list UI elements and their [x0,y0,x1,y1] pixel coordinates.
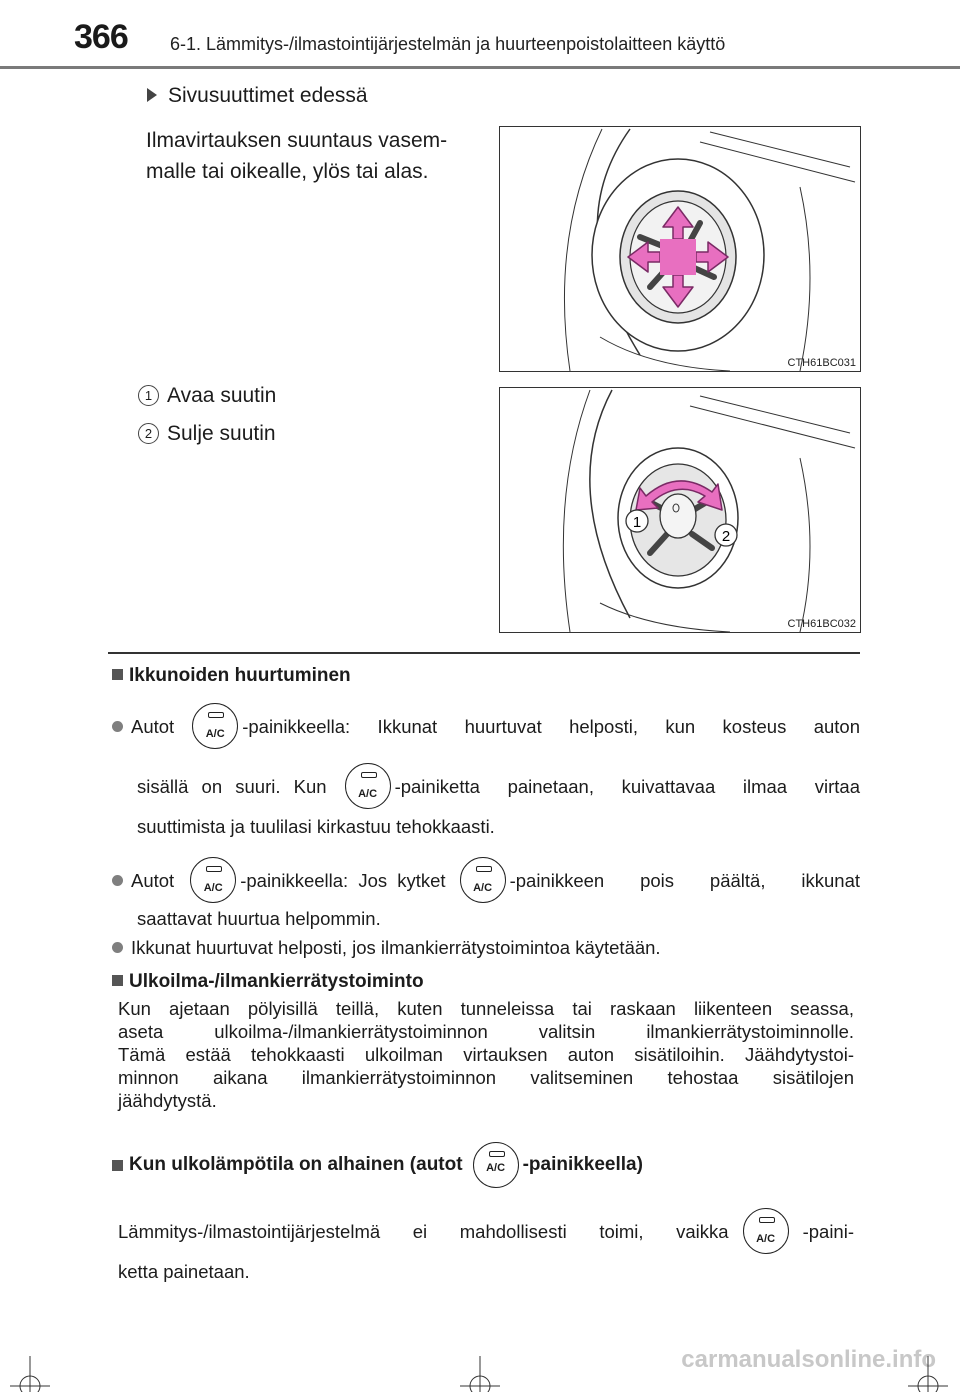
registration-mark-icon [460,1356,500,1392]
figure1-code: CTH61BC031 [787,357,856,369]
round-bullet-icon [112,942,123,953]
recirc-line-5: jäähdytystä. [118,1090,217,1111]
ac-button-icon: A/C [190,857,236,903]
bullet1-autot: Autot [131,715,175,737]
item2-label: Sulje suutin [167,422,276,445]
square-bullet-icon [112,1160,123,1171]
bullet2-seg3: saattavat huurtua helpommin. [137,908,381,929]
bullet1-seg1: -painikkeella: Ikkunat huurtuvat helposti, kun kosteus auton [242,715,860,737]
callout-2: 2 [721,528,731,545]
list-item-close-vent [138,418,276,449]
cold-heading [112,1142,643,1188]
bullet2-autot: Autot [131,869,175,891]
registration-mark-icon [10,1356,50,1392]
list-item-open-vent [138,380,276,411]
side-vents-heading-text: Sivusuuttimet edessä [168,84,368,107]
ac-button-icon: A/C [460,857,506,903]
number-badge-2: 2 [138,423,159,444]
fogging-bullet-1-line2 [137,763,860,809]
cold-heading-part1: Kun ulkolämpötila on alhainen (autot [129,1154,463,1175]
cold-heading-part2: -painikkeella) [522,1154,643,1175]
fogging-bullet-3 [112,936,661,959]
recirc-line-4: minnon aikana ilmankierrätystoiminnon valitseminen tehostaa sisätilojen [118,1067,854,1088]
recirc-line-1: Kun ajetaan pölyisillä teillä, kuten tunneleissa tai raskaan liikenteen seassa, [118,998,854,1019]
ac-button-icon: A/C [743,1208,789,1254]
recirc-heading [112,971,424,993]
header-rule [0,66,960,69]
triangle-bullet-icon [146,87,158,103]
square-bullet-icon [112,669,123,680]
bullet3-text: Ikkunat huurtuvat helposti, jos ilmankierrätystoimintoa käytetään. [131,937,661,958]
recirc-line-2: aseta ulkoilma-/ilmankierrätystoiminnon valitsin ilmankierrätystoiminnolle. [118,1021,854,1042]
side-vents-heading [146,80,368,111]
watermark: carmanualsonline.info [681,1346,936,1373]
square-bullet-icon [112,975,123,986]
cold-paragraph [118,1208,854,1254]
item1-label: Avaa suutin [167,384,277,407]
fogging-bullet-2 [112,857,860,903]
bullet1-seg4: suuttimista ja tuulilasi kirkastuu tehokkaasti. [137,816,495,837]
figure2-code: CTH61BC032 [787,618,856,630]
round-bullet-icon [112,721,123,732]
recirc-paragraph [118,997,854,1112]
description-line-2: malle tai oikealle, ylös tai alas. [146,160,429,183]
fogging-heading-text: Ikkunoiden huurtuminen [129,665,351,686]
bullet1-seg2: sisällä on suuri. Kun [137,775,327,797]
figure-vent-open-close [499,387,861,633]
number-badge-1: 1 [138,385,159,406]
bullet2-seg2: -painikkeen pois päältä, ikkunat [509,869,860,891]
recirc-heading-text: Ulkoilma-/ilmankierrätystoiminto [129,971,424,992]
ac-button-icon: A/C [345,763,391,809]
recirc-line-3: Tämä estää tehokkaasti ulkoilman virtauksen auton sisätiloihin. Jäähdytystoi- [118,1044,854,1065]
ac-button-icon: A/C [473,1142,519,1188]
registration-mark-icon [908,1356,948,1392]
vent-direction-illustration [500,127,860,371]
cold-seg1: Lämmitys-/ilmastointijärjestelmä ei mahdollisesti toimi, vaikka [118,1220,729,1242]
vent-open-close-illustration [500,388,860,632]
description-line-1: Ilmavirtauksen suuntaus vasem- [146,129,448,152]
ac-button-icon: A/C [192,703,238,749]
callout-1: 1 [632,514,642,531]
bullet1-seg3: -painiketta painetaan, kuivattavaa ilmaa virtaa [394,775,860,797]
section-rule [108,652,860,654]
cold-seg2: -paini- [802,1220,854,1242]
chapter-title: 6-1. Lämmitys-/ilmastointijärjestelmän ja huurteenpoistolaitteen käyttö [170,34,726,54]
cold-seg3: ketta painetaan. [118,1261,250,1282]
fogging-heading [112,665,351,687]
bullet2-seg1: -painikkeella: Jos kytket [240,869,446,891]
figure-vent-direction [499,126,861,372]
page-number: 366 [74,18,128,56]
round-bullet-icon [112,875,123,886]
fogging-bullet-1 [112,703,860,749]
side-vents-description [146,125,447,187]
